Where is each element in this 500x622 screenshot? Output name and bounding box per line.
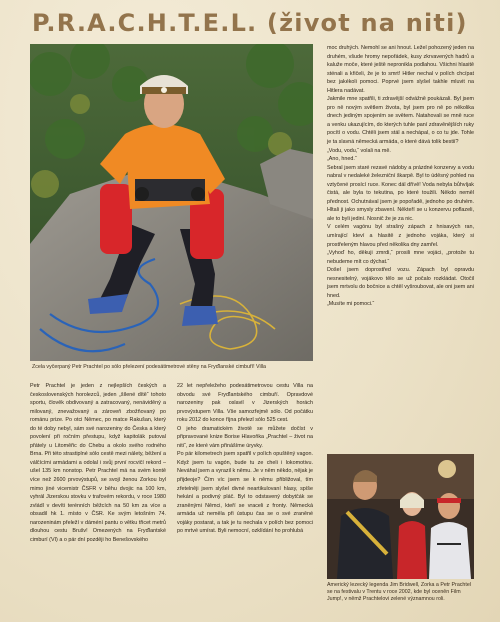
- paragraph: „Vodu, vodu,“ volali na mě.: [327, 147, 391, 154]
- paragraph: „Musíte mi pomoci.“: [327, 301, 375, 308]
- main-photo-climber: [30, 44, 313, 361]
- article-column-1: [30, 382, 166, 544]
- paragraph: Došel jsem doprostřed vozu. Zápach byl opravdu nesnesitelný, vojákovo tělo se už počalo rozkládat. Otočil jsem mrtvolu do bočnice a chtěl vyšroubovat, ale oni jsem ani hned.: [327, 267, 474, 299]
- paragraph: V celém vagónu byl strašný zápach z hnisavých ran, umírající kteví a hlasitě z jednoho vojáka, který si prostřeleným hlavou před několika dny zamřel.: [327, 224, 474, 248]
- article-title: P.R.A.C.H.T.E.L. (život na niti): [32, 9, 468, 37]
- article-column-3: [327, 44, 474, 309]
- paragraph: Jakmile mne spatřili, ti zdravější odvážně poukázali. Byl jsem pro ně novým světlem života, byl jsem pro ně po několika dnech jediným spojením se světem. Natahovali se mně ruce a venku ukazujícím, do kterých tuhle paní zdravěnějších ruky pocítí o vodu. Chtěli jsem stál a nechápal, o co tu jde. Tohle je ta slavná německá armáda, o které dává tolik bestií?: [327, 96, 474, 146]
- article-column-2: [177, 382, 313, 536]
- group-photo-caption: Americký lezecký legenda Jim Bridwell, Zorka a Petr Prachtel se na festivalu v Trentu v roce 2002, kde byl oceněn Film Jump!, v němž Prachtelovi zelené významnou roli.: [327, 582, 471, 602]
- paragraph: Po pár kilometrech jsem spatřil v polích opuštěný vagon. Když jsem tu vagón, bude tu ze cheli i lokomotivu. Neváhal jsem a vyrazil k němu. Je v něm někdo, nějak je přijdeoje? Čím víc jsem se k němu přibližoval, tím zřetelněji jsem slyšel divné neartikulovaní hlasy, spíše hekání a podivný pláč. Byl to odstavený dobytčák se zraněnými Němci, kteří se vraceli z fronty. Německá armáda už neměla při ústupu čas se o své zraněné vojáky postarat, a tak je tu nechala v polích bez pomoci po mrtvé umírat. Byli nemocní, ozklídání ho prohlubá: [177, 451, 313, 535]
- main-photo-caption: Zcela vyčerpaný Petr Prachtel po sólo přelezení podesátimetrové stěny na Fryďlanské cimbuří! Villa: [32, 364, 266, 370]
- paragraph: 22 let nepřeležeho podesátimetrovou cestu Villa na obvodu své Fryďlantského cimbuří. Opravdové narozeniny pak oslavil v Jizerských horách prvovýstupem Villa. Vše samozřejmě sólo. Od počátku roku 2012 do konce října přelezl sólo 525 cest.: [177, 383, 313, 424]
- group-photo: [327, 454, 474, 579]
- paragraph: „Vyhoď ho, děkuji zmrdi,“ prosili mne vojáci, „protože tu nebudeme mít co dýchat.“: [327, 250, 474, 265]
- paragraph: Petr Prachtel je jeden z nejlepších českých a československých horolezců, jeden „šílené dítě“ tohoto sportu, člověk obdivovaný a zatracovaný, nenáviděný a milovaný, znevažovaný a zároveň zbožňovaný po románu prize. Po otci Němec, po matce Rakušan, který do té doby nebyl, sám své narozeniny do Česka a který povolení při ročním přestupu, když kapitolák putoval přátely u Litoměřic do Chebu a okolo svého rodného Brna. Při této strastiplné sólo cestě mezi nálety, běžení a válčícími armádami a odolal i svůj první rocvičí rekord – ušel 135 km nonstop. Petr Prachtel má na svém kontě více než 2600 prvovýstupů, se svojí ženou Zorkou byl mimo jiné vicemistr ČSFR v běhu dvojic na 100 km, vyhrál Jizerskou stovku v trařovém rekordu, v roce 1980 zvládl v devíti terénních běžcích na 50 km za více a obsadil hk 1. místo v ČSR. Ke svým letošním 74. narozeninám přeleží v dáméní pantu o větku třicet metrů dlouhou cestu Brušv! Omezených na Fryďlantské cimburí (VI) a o pár dní později ho Benešovského: [30, 383, 166, 543]
- paragraph: „Ano, hned.“: [327, 156, 357, 163]
- paragraph: moc druhých. Nemohl se ani hnout. Ležel pohozený jeden na druhém, všude hromy nepořádek, kusy zkrvavených hadrů a kaluže moče, které ještě nepronikla podlahou. Všichni hlasitě sténali a křičeli, že je to smrt! Hitler nechal v polích chcípat bez jakékoli pomoci. Poprvé jsem slyšel takhle mluvit na Hitlera nadávat.: [327, 45, 474, 94]
- paragraph: O jeho dramatickém životě se můžete dočíst v připravované knize Borise Hlavoňka „Prachtel – život na niti“, ze které vám přinášíme úryvky.: [177, 425, 313, 449]
- paragraph: Sebral jsem staré rezavé nádoby a prázdné konzervy a vodu nabral v nedaleké železniční škarpě. Byl to úděsný pohled na vztyčené prosící ruce. Konec dál dřívě! Voda nebyla bůhvíjak čistá, ale byla to tekutina, po které toužili. Někdo neměl přednost. Ochutnával jsem je popořadě, jednoho po druhém. Hltali ji jako smysly zbavení. Někteří se u konzervu poflazeli, ale to byli jediní. Nosnič že je za nic.: [327, 164, 474, 222]
